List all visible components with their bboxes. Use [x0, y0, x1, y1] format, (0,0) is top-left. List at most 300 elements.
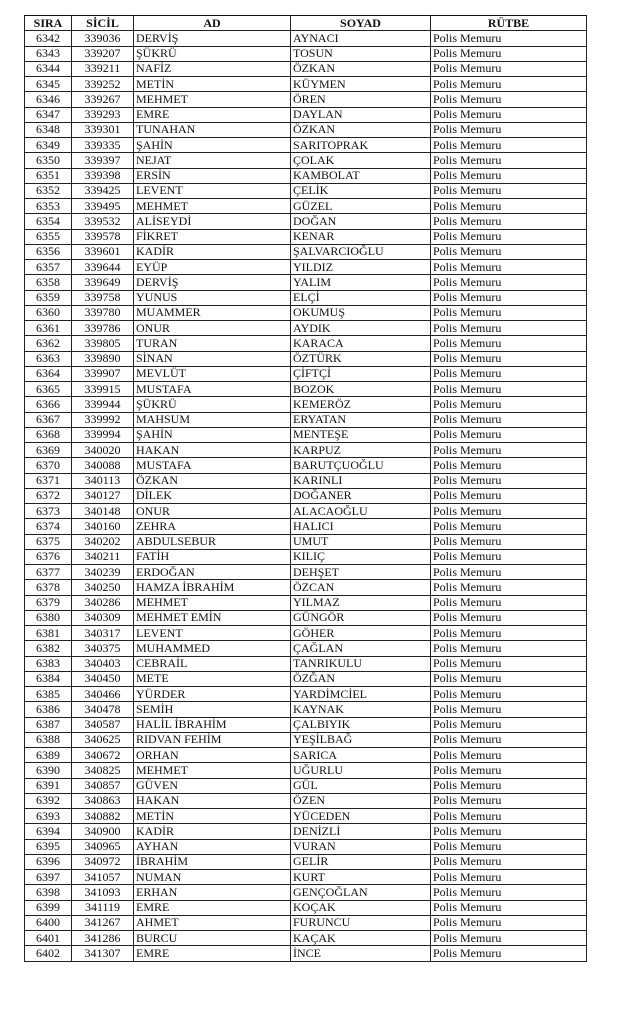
- cell-soyad: GELİR: [291, 854, 431, 869]
- cell-sira: 6348: [25, 122, 72, 137]
- cell-sicil: 340863: [72, 793, 134, 808]
- cell-rutbe: Polis Memuru: [431, 885, 587, 900]
- cell-soyad: ÖZTÜRK: [291, 351, 431, 366]
- cell-soyad: KAMBOLAT: [291, 168, 431, 183]
- cell-ad: EMRE: [134, 900, 291, 915]
- cell-sicil: 340113: [72, 473, 134, 488]
- cell-rutbe: Polis Memuru: [431, 31, 587, 46]
- cell-sicil: 340211: [72, 549, 134, 564]
- cell-ad: LEVENT: [134, 183, 291, 198]
- cell-ad: ŞÜKRÜ: [134, 397, 291, 412]
- header-ad: AD: [134, 16, 291, 31]
- cell-sicil: 340466: [72, 687, 134, 702]
- cell-sira: 6372: [25, 488, 72, 503]
- cell-ad: FİKRET: [134, 229, 291, 244]
- cell-ad: ORHAN: [134, 748, 291, 763]
- cell-sicil: 340972: [72, 854, 134, 869]
- cell-rutbe: Polis Memuru: [431, 610, 587, 625]
- cell-ad: YUNUS: [134, 290, 291, 305]
- cell-soyad: KÜYMEN: [291, 77, 431, 92]
- cell-ad: ERHAN: [134, 885, 291, 900]
- table-row: [25, 397, 587, 412]
- cell-sira: 6370: [25, 458, 72, 473]
- table-row: [25, 92, 587, 107]
- cell-soyad: DOĞANER: [291, 488, 431, 503]
- cell-sira: 6402: [25, 946, 72, 961]
- cell-sira: 6361: [25, 321, 72, 336]
- cell-ad: DERVİŞ: [134, 31, 291, 46]
- cell-sicil: 341267: [72, 915, 134, 930]
- cell-ad: MAHSUM: [134, 412, 291, 427]
- cell-soyad: ŞALVARCIOĞLU: [291, 244, 431, 259]
- cell-soyad: SARICA: [291, 748, 431, 763]
- header-soyad: SOYAD: [291, 16, 431, 31]
- table-header: [25, 16, 587, 31]
- cell-soyad: AYDIK: [291, 321, 431, 336]
- cell-soyad: YALIM: [291, 275, 431, 290]
- table-row: [25, 168, 587, 183]
- cell-ad: RIDVAN FEHİM: [134, 732, 291, 747]
- cell-rutbe: Polis Memuru: [431, 199, 587, 214]
- header-sira: SIRA: [25, 16, 72, 31]
- cell-sicil: 340450: [72, 671, 134, 686]
- table-row: [25, 122, 587, 137]
- cell-sicil: 339495: [72, 199, 134, 214]
- table-row: [25, 809, 587, 824]
- cell-soyad: ÖZCAN: [291, 580, 431, 595]
- cell-sicil: 339994: [72, 427, 134, 442]
- cell-ad: ÖZKAN: [134, 473, 291, 488]
- cell-ad: METİN: [134, 809, 291, 824]
- cell-soyad: FURUNCU: [291, 915, 431, 930]
- cell-rutbe: Polis Memuru: [431, 915, 587, 930]
- cell-sicil: 339532: [72, 214, 134, 229]
- cell-sicil: 339397: [72, 153, 134, 168]
- cell-soyad: MENTEŞE: [291, 427, 431, 442]
- cell-rutbe: Polis Memuru: [431, 565, 587, 580]
- cell-sira: 6377: [25, 565, 72, 580]
- cell-soyad: ÖZKAN: [291, 61, 431, 76]
- cell-sicil: 340403: [72, 656, 134, 671]
- cell-sira: 6353: [25, 199, 72, 214]
- cell-ad: EYÜP: [134, 260, 291, 275]
- cell-soyad: BOZOK: [291, 382, 431, 397]
- cell-sira: 6351: [25, 168, 72, 183]
- table-row: [25, 260, 587, 275]
- cell-sira: 6379: [25, 595, 72, 610]
- cell-sira: 6347: [25, 107, 72, 122]
- cell-rutbe: Polis Memuru: [431, 778, 587, 793]
- cell-sira: 6398: [25, 885, 72, 900]
- cell-rutbe: Polis Memuru: [431, 595, 587, 610]
- table-row: [25, 549, 587, 564]
- cell-sira: 6393: [25, 809, 72, 824]
- cell-soyad: BARUTÇUOĞLU: [291, 458, 431, 473]
- cell-rutbe: Polis Memuru: [431, 656, 587, 671]
- cell-ad: HAMZA İBRAHİM: [134, 580, 291, 595]
- cell-rutbe: Polis Memuru: [431, 854, 587, 869]
- cell-ad: AHMET: [134, 915, 291, 930]
- cell-sira: 6394: [25, 824, 72, 839]
- cell-sicil: 340088: [72, 458, 134, 473]
- table-row: [25, 778, 587, 793]
- cell-rutbe: Polis Memuru: [431, 92, 587, 107]
- cell-sicil: 339944: [72, 397, 134, 412]
- cell-sira: 6360: [25, 305, 72, 320]
- table-row: [25, 534, 587, 549]
- cell-sicil: 340202: [72, 534, 134, 549]
- cell-rutbe: Polis Memuru: [431, 702, 587, 717]
- cell-rutbe: Polis Memuru: [431, 900, 587, 915]
- cell-sicil: 340857: [72, 778, 134, 793]
- cell-sira: 6356: [25, 244, 72, 259]
- cell-soyad: ÖZKAN: [291, 122, 431, 137]
- cell-ad: AYHAN: [134, 839, 291, 854]
- cell-sicil: 339644: [72, 260, 134, 275]
- cell-sira: 6380: [25, 610, 72, 625]
- cell-sicil: 340825: [72, 763, 134, 778]
- cell-sira: 6349: [25, 138, 72, 153]
- table-row: [25, 641, 587, 656]
- cell-ad: NUMAN: [134, 870, 291, 885]
- cell-sicil: 339805: [72, 336, 134, 351]
- cell-ad: MUSTAFA: [134, 382, 291, 397]
- cell-ad: MEHMET: [134, 92, 291, 107]
- table-row: [25, 275, 587, 290]
- cell-soyad: ÇAĞLAN: [291, 641, 431, 656]
- cell-ad: ŞÜKRÜ: [134, 46, 291, 61]
- cell-sira: 6383: [25, 656, 72, 671]
- cell-soyad: OKUMUŞ: [291, 305, 431, 320]
- table-row: [25, 321, 587, 336]
- cell-sicil: 340286: [72, 595, 134, 610]
- cell-sicil: 340587: [72, 717, 134, 732]
- cell-sira: 6375: [25, 534, 72, 549]
- cell-soyad: DEHŞET: [291, 565, 431, 580]
- table-row: [25, 107, 587, 122]
- cell-ad: EMRE: [134, 107, 291, 122]
- cell-soyad: ÇELİK: [291, 183, 431, 198]
- cell-sicil: 339758: [72, 290, 134, 305]
- cell-rutbe: Polis Memuru: [431, 687, 587, 702]
- cell-sira: 6392: [25, 793, 72, 808]
- cell-rutbe: Polis Memuru: [431, 412, 587, 427]
- table-row: [25, 748, 587, 763]
- table-row: [25, 900, 587, 915]
- cell-soyad: ÇOLAK: [291, 153, 431, 168]
- table-row: [25, 931, 587, 946]
- cell-sicil: 339578: [72, 229, 134, 244]
- cell-sira: 6389: [25, 748, 72, 763]
- cell-ad: SEMİH: [134, 702, 291, 717]
- table-row: [25, 519, 587, 534]
- cell-sicil: 339992: [72, 412, 134, 427]
- cell-rutbe: Polis Memuru: [431, 336, 587, 351]
- cell-rutbe: Polis Memuru: [431, 153, 587, 168]
- table-row: [25, 427, 587, 442]
- cell-rutbe: Polis Memuru: [431, 931, 587, 946]
- cell-rutbe: Polis Memuru: [431, 382, 587, 397]
- table-row: [25, 153, 587, 168]
- cell-sicil: 341093: [72, 885, 134, 900]
- table-row: [25, 626, 587, 641]
- table-row: [25, 199, 587, 214]
- cell-rutbe: Polis Memuru: [431, 580, 587, 595]
- cell-ad: GÜVEN: [134, 778, 291, 793]
- cell-ad: ZEHRA: [134, 519, 291, 534]
- cell-soyad: KARINLI: [291, 473, 431, 488]
- cell-ad: DERVİŞ: [134, 275, 291, 290]
- cell-rutbe: Polis Memuru: [431, 275, 587, 290]
- cell-ad: SİNAN: [134, 351, 291, 366]
- table-row: [25, 656, 587, 671]
- cell-sira: 6359: [25, 290, 72, 305]
- table-row: [25, 595, 587, 610]
- cell-ad: CEBRAİL: [134, 656, 291, 671]
- cell-ad: ERSİN: [134, 168, 291, 183]
- cell-sira: 6374: [25, 519, 72, 534]
- table-row: [25, 229, 587, 244]
- table-row: [25, 793, 587, 808]
- cell-soyad: ÖZĞAN: [291, 671, 431, 686]
- cell-soyad: KARPUZ: [291, 443, 431, 458]
- cell-rutbe: Polis Memuru: [431, 427, 587, 442]
- table-body: [25, 31, 587, 961]
- cell-sicil: 341057: [72, 870, 134, 885]
- cell-ad: METE: [134, 671, 291, 686]
- cell-sira: 6352: [25, 183, 72, 198]
- cell-soyad: KILIÇ: [291, 549, 431, 564]
- cell-sira: 6382: [25, 641, 72, 656]
- table-row: [25, 824, 587, 839]
- cell-sira: 6362: [25, 336, 72, 351]
- cell-sira: 6387: [25, 717, 72, 732]
- cell-ad: MEHMET: [134, 199, 291, 214]
- cell-ad: MEHMET EMİN: [134, 610, 291, 625]
- cell-sicil: 339890: [72, 351, 134, 366]
- cell-soyad: AYNACI: [291, 31, 431, 46]
- cell-rutbe: Polis Memuru: [431, 519, 587, 534]
- table-row: [25, 305, 587, 320]
- cell-rutbe: Polis Memuru: [431, 305, 587, 320]
- table-row: [25, 854, 587, 869]
- cell-sicil: 340160: [72, 519, 134, 534]
- table-row: [25, 870, 587, 885]
- table-row: [25, 458, 587, 473]
- cell-rutbe: Polis Memuru: [431, 671, 587, 686]
- table-row: [25, 565, 587, 580]
- cell-rutbe: Polis Memuru: [431, 46, 587, 61]
- cell-sira: 6390: [25, 763, 72, 778]
- cell-ad: YÜRDER: [134, 687, 291, 702]
- cell-sicil: 341307: [72, 946, 134, 961]
- cell-rutbe: Polis Memuru: [431, 229, 587, 244]
- cell-soyad: SARITOPRAK: [291, 138, 431, 153]
- cell-sicil: 339293: [72, 107, 134, 122]
- cell-rutbe: Polis Memuru: [431, 748, 587, 763]
- cell-sicil: 339252: [72, 77, 134, 92]
- cell-rutbe: Polis Memuru: [431, 183, 587, 198]
- cell-soyad: GÜZEL: [291, 199, 431, 214]
- cell-soyad: KARACA: [291, 336, 431, 351]
- cell-soyad: GÜL: [291, 778, 431, 793]
- table-row: [25, 763, 587, 778]
- cell-soyad: ERYATAN: [291, 412, 431, 427]
- cell-soyad: ELÇİ: [291, 290, 431, 305]
- cell-soyad: TOSUN: [291, 46, 431, 61]
- cell-rutbe: Polis Memuru: [431, 122, 587, 137]
- cell-ad: MEHMET: [134, 595, 291, 610]
- cell-soyad: YILDIZ: [291, 260, 431, 275]
- cell-sicil: 339267: [72, 92, 134, 107]
- cell-sira: 6369: [25, 443, 72, 458]
- cell-sicil: 339601: [72, 244, 134, 259]
- cell-soyad: ÇALBIYIK: [291, 717, 431, 732]
- cell-sira: 6367: [25, 412, 72, 427]
- table-row: [25, 351, 587, 366]
- cell-sira: 6397: [25, 870, 72, 885]
- cell-ad: HAKAN: [134, 793, 291, 808]
- cell-sicil: 339786: [72, 321, 134, 336]
- cell-sicil: 339036: [72, 31, 134, 46]
- cell-sicil: 340250: [72, 580, 134, 595]
- cell-rutbe: Polis Memuru: [431, 534, 587, 549]
- table-row: [25, 244, 587, 259]
- cell-rutbe: Polis Memuru: [431, 77, 587, 92]
- cell-sicil: 341286: [72, 931, 134, 946]
- cell-ad: ŞAHİN: [134, 427, 291, 442]
- cell-ad: İBRAHİM: [134, 854, 291, 869]
- cell-soyad: DOĞAN: [291, 214, 431, 229]
- cell-sira: 6345: [25, 77, 72, 92]
- cell-sicil: 341119: [72, 900, 134, 915]
- cell-ad: FATİH: [134, 549, 291, 564]
- cell-sicil: 339207: [72, 46, 134, 61]
- cell-rutbe: Polis Memuru: [431, 244, 587, 259]
- cell-sira: 6342: [25, 31, 72, 46]
- cell-ad: MEVLÜT: [134, 366, 291, 381]
- cell-sicil: 339649: [72, 275, 134, 290]
- cell-rutbe: Polis Memuru: [431, 839, 587, 854]
- cell-soyad: KENAR: [291, 229, 431, 244]
- table-row: [25, 946, 587, 961]
- cell-soyad: GENÇOĞLAN: [291, 885, 431, 900]
- cell-sicil: 340375: [72, 641, 134, 656]
- cell-sira: 6368: [25, 427, 72, 442]
- table-row: [25, 504, 587, 519]
- cell-rutbe: Polis Memuru: [431, 626, 587, 641]
- cell-rutbe: Polis Memuru: [431, 61, 587, 76]
- cell-ad: EMRE: [134, 946, 291, 961]
- cell-soyad: UMUT: [291, 534, 431, 549]
- cell-sira: 6399: [25, 900, 72, 915]
- cell-sicil: 340900: [72, 824, 134, 839]
- cell-sira: 6391: [25, 778, 72, 793]
- cell-soyad: DAYLAN: [291, 107, 431, 122]
- cell-ad: KADİR: [134, 824, 291, 839]
- cell-sira: 6381: [25, 626, 72, 641]
- cell-soyad: ALACAOĞLU: [291, 504, 431, 519]
- cell-sira: 6350: [25, 153, 72, 168]
- cell-rutbe: Polis Memuru: [431, 290, 587, 305]
- cell-sira: 6363: [25, 351, 72, 366]
- table-row: [25, 443, 587, 458]
- cell-rutbe: Polis Memuru: [431, 946, 587, 961]
- table-row: [25, 412, 587, 427]
- cell-ad: MUSTAFA: [134, 458, 291, 473]
- table-row: [25, 839, 587, 854]
- cell-sira: 6358: [25, 275, 72, 290]
- cell-rutbe: Polis Memuru: [431, 168, 587, 183]
- table-row: [25, 366, 587, 381]
- cell-soyad: YARDİMCİEL: [291, 687, 431, 702]
- cell-ad: BURCU: [134, 931, 291, 946]
- cell-sira: 6386: [25, 702, 72, 717]
- cell-sicil: 339301: [72, 122, 134, 137]
- table-row: [25, 183, 587, 198]
- cell-sicil: 339907: [72, 366, 134, 381]
- table-row: [25, 580, 587, 595]
- table-row: [25, 488, 587, 503]
- header-sicil: SİCİL: [72, 16, 134, 31]
- cell-sira: 6365: [25, 382, 72, 397]
- cell-sicil: 340478: [72, 702, 134, 717]
- cell-rutbe: Polis Memuru: [431, 488, 587, 503]
- cell-sicil: 339211: [72, 61, 134, 76]
- cell-sira: 6376: [25, 549, 72, 564]
- cell-ad: HALİL İBRAHİM: [134, 717, 291, 732]
- cell-soyad: YEŞİLBAĞ: [291, 732, 431, 747]
- cell-ad: TUNAHAN: [134, 122, 291, 137]
- cell-ad: MUHAMMED: [134, 641, 291, 656]
- cell-rutbe: Polis Memuru: [431, 870, 587, 885]
- cell-soyad: HALICI: [291, 519, 431, 534]
- cell-sicil: 340148: [72, 504, 134, 519]
- cell-sicil: 339780: [72, 305, 134, 320]
- cell-sicil: 340317: [72, 626, 134, 641]
- cell-sira: 6384: [25, 671, 72, 686]
- table-row: [25, 717, 587, 732]
- cell-soyad: ÖZEN: [291, 793, 431, 808]
- table-row: [25, 290, 587, 305]
- cell-rutbe: Polis Memuru: [431, 641, 587, 656]
- cell-soyad: KAÇAK: [291, 931, 431, 946]
- table-row: [25, 671, 587, 686]
- cell-sicil: 340882: [72, 809, 134, 824]
- cell-soyad: KOÇAK: [291, 900, 431, 915]
- table-row: [25, 473, 587, 488]
- cell-sira: 6354: [25, 214, 72, 229]
- cell-rutbe: Polis Memuru: [431, 107, 587, 122]
- cell-sira: 6401: [25, 931, 72, 946]
- cell-soyad: KURT: [291, 870, 431, 885]
- cell-soyad: KEMERÖZ: [291, 397, 431, 412]
- table-row: [25, 915, 587, 930]
- cell-sicil: 340020: [72, 443, 134, 458]
- cell-sira: 6371: [25, 473, 72, 488]
- cell-sira: 6396: [25, 854, 72, 869]
- cell-sira: 6346: [25, 92, 72, 107]
- personnel-table: [24, 15, 587, 962]
- cell-ad: ONUR: [134, 504, 291, 519]
- cell-soyad: GÜNGÖR: [291, 610, 431, 625]
- cell-sicil: 339915: [72, 382, 134, 397]
- table-row: [25, 687, 587, 702]
- cell-ad: TURAN: [134, 336, 291, 351]
- cell-rutbe: Polis Memuru: [431, 732, 587, 747]
- cell-sira: 6378: [25, 580, 72, 595]
- cell-ad: HAKAN: [134, 443, 291, 458]
